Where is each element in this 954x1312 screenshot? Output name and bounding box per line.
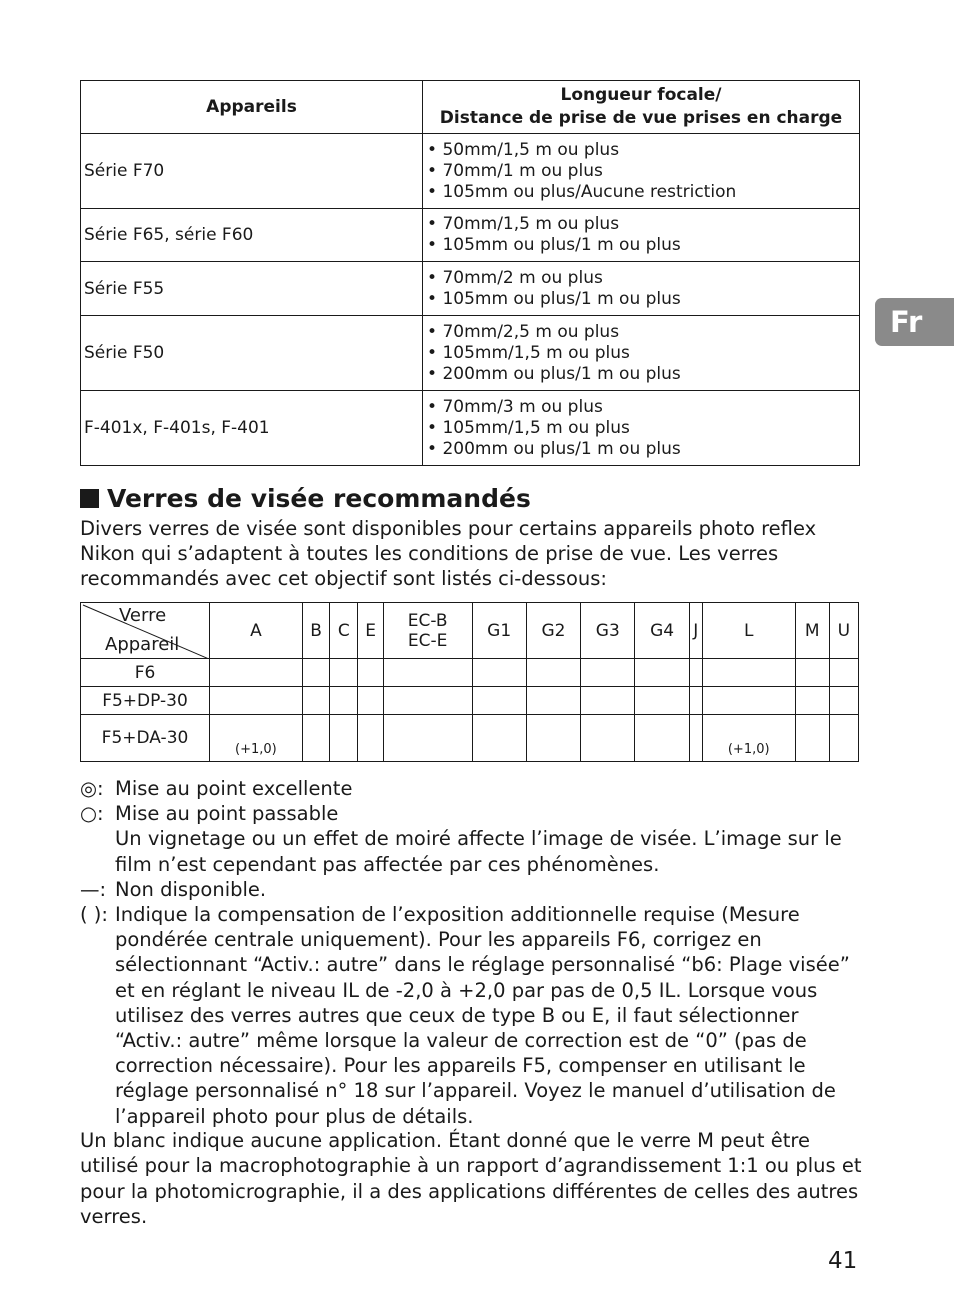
table-row xyxy=(81,715,859,762)
camera-cell: Série F70 xyxy=(81,134,423,209)
table-cell xyxy=(581,687,635,715)
focusing-screen-table xyxy=(80,602,859,762)
table-cell xyxy=(635,687,689,715)
table-row xyxy=(81,134,860,209)
list-item: • 70mm/1,5 m ou plus xyxy=(427,214,858,235)
parentheses-icon: ( ): xyxy=(80,903,108,927)
column-header xyxy=(383,603,472,659)
legend-item xyxy=(80,877,870,902)
table-cell xyxy=(689,659,702,687)
page-number: 41 xyxy=(828,1248,858,1274)
table-cell xyxy=(635,715,689,762)
column-header: G3 xyxy=(581,603,635,659)
table-cell xyxy=(383,687,472,715)
table-row xyxy=(81,659,859,687)
column-header: A xyxy=(210,603,303,659)
legend-text: Mise au point passable xyxy=(115,802,339,826)
column-header: L xyxy=(702,603,795,659)
list-item: • 70mm/1 m ou plus xyxy=(427,161,858,182)
corner-bottom-label: Appareil xyxy=(105,634,180,655)
camera-cell: Série F50 xyxy=(81,316,423,391)
list-item: • 70mm/2,5 m ou plus xyxy=(427,322,858,343)
table-cell xyxy=(829,687,858,715)
table-row xyxy=(81,209,860,262)
focal-cell xyxy=(423,262,860,316)
focal-cell xyxy=(423,391,860,466)
list-item: • 70mm/3 m ou plus xyxy=(427,397,858,418)
table-cell xyxy=(358,687,384,715)
table-cell xyxy=(330,715,358,762)
legend-item xyxy=(80,801,870,826)
column-header: G1 xyxy=(472,603,526,659)
list-item: • 70mm/2 m ou plus xyxy=(427,268,858,289)
section-heading xyxy=(80,484,531,513)
table-cell xyxy=(795,715,829,762)
table-cell xyxy=(795,659,829,687)
legend-item xyxy=(80,776,870,801)
dash-icon: —: xyxy=(80,877,107,901)
table-cell xyxy=(829,659,858,687)
section-intro: Divers verres de visée sont disponibles pour certains appareils photo reflex Nikon qui s’adaptent à toutes les conditions de prise de vue. Les verres recommandés avec cet objectif sont listés ci-dessous: xyxy=(80,517,817,590)
table-row xyxy=(81,391,860,466)
column-header: C xyxy=(330,603,358,659)
legend xyxy=(80,776,870,1129)
focal-length-table xyxy=(80,80,860,466)
list-item: • 105mm ou plus/1 m ou plus xyxy=(427,235,858,256)
table-cell xyxy=(383,715,472,762)
table-cell xyxy=(472,659,526,687)
focal-cell xyxy=(423,209,860,262)
table-cell xyxy=(635,659,689,687)
legend-text: Non disponible. xyxy=(115,877,267,901)
camera-cell: Série F65, série F60 xyxy=(81,209,423,262)
column-header: J xyxy=(689,603,702,659)
section-title: Verres de visée recommandés xyxy=(107,484,531,513)
table-cell xyxy=(302,687,330,715)
focal-cell xyxy=(423,134,860,209)
table-cell xyxy=(358,715,384,762)
table-cell xyxy=(702,659,795,687)
column-header: B xyxy=(302,603,330,659)
table-row xyxy=(81,316,860,391)
table-cell: (+1,0) xyxy=(210,715,303,762)
square-bullet-icon xyxy=(80,489,99,508)
list-item: • 50mm/1,5 m ou plus xyxy=(427,140,858,161)
table-row xyxy=(81,687,859,715)
list-item: • 105mm/1,5 m ou plus xyxy=(427,343,858,364)
column-header-line: EC-E xyxy=(407,630,448,651)
language-tab: Fr xyxy=(875,298,954,346)
header-camera: Appareils xyxy=(81,81,423,134)
table-cell xyxy=(330,687,358,715)
list-item: • 200mm ou plus/1 m ou plus xyxy=(427,439,858,460)
table-cell xyxy=(795,687,829,715)
row-header: F5+DA-30 xyxy=(81,715,210,762)
table-cell xyxy=(689,715,702,762)
table-cell xyxy=(526,687,580,715)
list-item: • 105mm ou plus/Aucune restriction xyxy=(427,182,858,203)
table-cell xyxy=(210,687,303,715)
table-cell xyxy=(383,659,472,687)
focal-cell xyxy=(423,316,860,391)
closing-paragraph: Un blanc indique aucune application. Étant donné que le verre M peut être utilisé pour la macrophotographie à un rapport d’agrandissement 1:1 ou plus et pour la photomicrographie, il a des applications différentes de celles des autres verres. xyxy=(80,1129,862,1229)
header-focal-line2: Distance de prise de vue prises en charge xyxy=(439,108,843,128)
table-cell xyxy=(302,715,330,762)
table-cell xyxy=(472,687,526,715)
legend-text: Mise au point excellente xyxy=(115,777,353,800)
table-cell xyxy=(472,715,526,762)
column-header: M xyxy=(795,603,829,659)
column-header-line: EC-B xyxy=(407,610,448,631)
table-corner-header xyxy=(81,603,210,659)
table-cell xyxy=(210,659,303,687)
double-circle-icon: ◎: xyxy=(80,777,104,800)
table-cell xyxy=(689,687,702,715)
column-header: G2 xyxy=(526,603,580,659)
column-header: G4 xyxy=(635,603,689,659)
table-cell xyxy=(302,659,330,687)
table-cell xyxy=(526,659,580,687)
legend-note: Un vignetage ou un effet de moiré affecte l’image de visée. L’image sur le film n’est cependant pas affectée par ces phénomènes. xyxy=(115,827,842,876)
corner-top-label: Verre xyxy=(119,605,167,626)
table-cell xyxy=(702,687,795,715)
header-focal xyxy=(423,81,860,134)
list-item: • 105mm ou plus/1 m ou plus xyxy=(427,289,858,310)
circle-icon: ○: xyxy=(80,802,104,826)
table-cell xyxy=(581,715,635,762)
list-item: • 105mm/1,5 m ou plus xyxy=(427,418,858,439)
table-cell xyxy=(526,715,580,762)
table-cell xyxy=(829,715,858,762)
legend-item xyxy=(80,902,870,1129)
header-focal-line1: Longueur focale/ xyxy=(560,85,722,105)
table-cell xyxy=(358,659,384,687)
table-cell: (+1,0) xyxy=(702,715,795,762)
column-header: E xyxy=(358,603,384,659)
table-cell xyxy=(330,659,358,687)
row-header: F6 xyxy=(81,659,210,687)
row-header: F5+DP-30 xyxy=(81,687,210,715)
camera-cell: Série F55 xyxy=(81,262,423,316)
legend-text: Indique la compensation de l’exposition additionnelle requise (Mesure pondérée centrale uniquement). Pour les appareils F6, corrigez en sélectionnant “Activ.: autre” dans le réglage personnalisé “b6: Plage visée” et en réglant le niveau IL de -2,0 à +2,0 par pas de 0,5 IL. Lorsque vous utilisez des verres autres que ceux de type B ou E, il faut sélectionner “Activ.: autre” même lorsque la valeur de correction est de “0” (pas de correction nécessaire). Pour les appareils F5, compenser en utilisant le réglage personnalisé n° 18 sur l’appareil. Voyez le manuel d’utilisation de l’appareil photo pour plus de détails. xyxy=(115,903,850,1128)
list-item: • 200mm ou plus/1 m ou plus xyxy=(427,364,858,385)
camera-cell: F-401x, F-401s, F-401 xyxy=(81,391,423,466)
table-cell xyxy=(581,659,635,687)
table-row xyxy=(81,262,860,316)
column-header: U xyxy=(829,603,858,659)
